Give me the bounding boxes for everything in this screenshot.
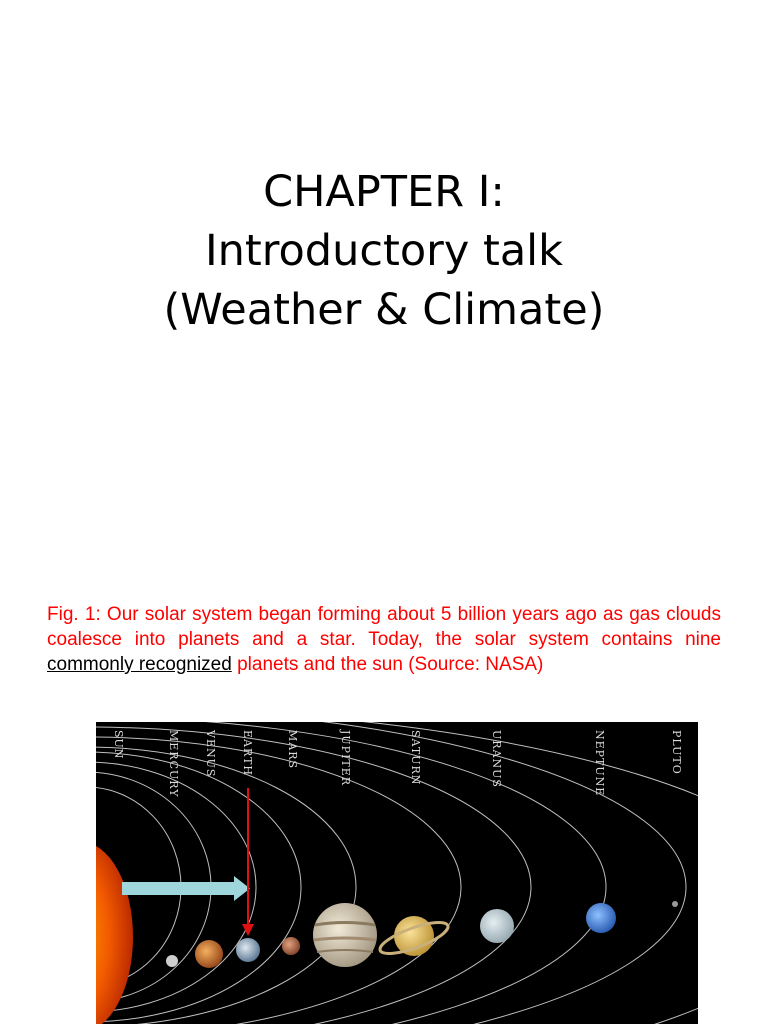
mars-planet: [282, 937, 300, 955]
mercury-planet: [166, 955, 178, 967]
label-mars: MARS: [286, 730, 299, 770]
neptune-planet: [586, 903, 616, 933]
label-mercury: MERCURY: [167, 730, 180, 798]
title-line-2: Introductory talk: [204, 226, 564, 276]
chapter-title: [0, 163, 768, 340]
label-jupiter: JUPITER: [339, 730, 352, 787]
saturn-planet: [377, 916, 451, 960]
solar-system-figure: [96, 722, 698, 1024]
earth-planet: [236, 938, 260, 962]
orbit-lines: [96, 722, 698, 1024]
venus-planet: [195, 940, 223, 968]
pluto-planet: [672, 901, 678, 907]
jupiter-planet: [313, 903, 377, 967]
sun: [96, 842, 133, 1024]
solar-system-illustration: [96, 722, 698, 1024]
label-uranus: URANUS: [490, 730, 503, 788]
caption-underlined-text: commonly recognized: [47, 654, 232, 675]
label-earth: EARTH: [241, 730, 254, 776]
label-pluto: PLUTO: [670, 730, 683, 775]
uranus-planet: [480, 909, 514, 943]
label-venus: VENUS: [204, 730, 217, 778]
caption-text-1: Fig. 1: Our solar system began forming about 5 billion years ago as gas clouds coalesce into planets and a star. Today, the solar system contains nine: [47, 604, 721, 650]
caption-text-2: planets and the sun (Source: NASA): [231, 654, 544, 675]
title-line-3: (Weather & Climate): [163, 285, 605, 335]
planet-labels: [112, 729, 683, 797]
cyan-arrow: [122, 876, 250, 901]
label-saturn: SATURN: [409, 730, 422, 786]
label-sun: SUN: [112, 730, 125, 760]
label-neptune: NEPTUNE: [593, 730, 606, 797]
title-line-1: CHAPTER I:: [263, 167, 505, 217]
figure-caption: [47, 602, 721, 677]
